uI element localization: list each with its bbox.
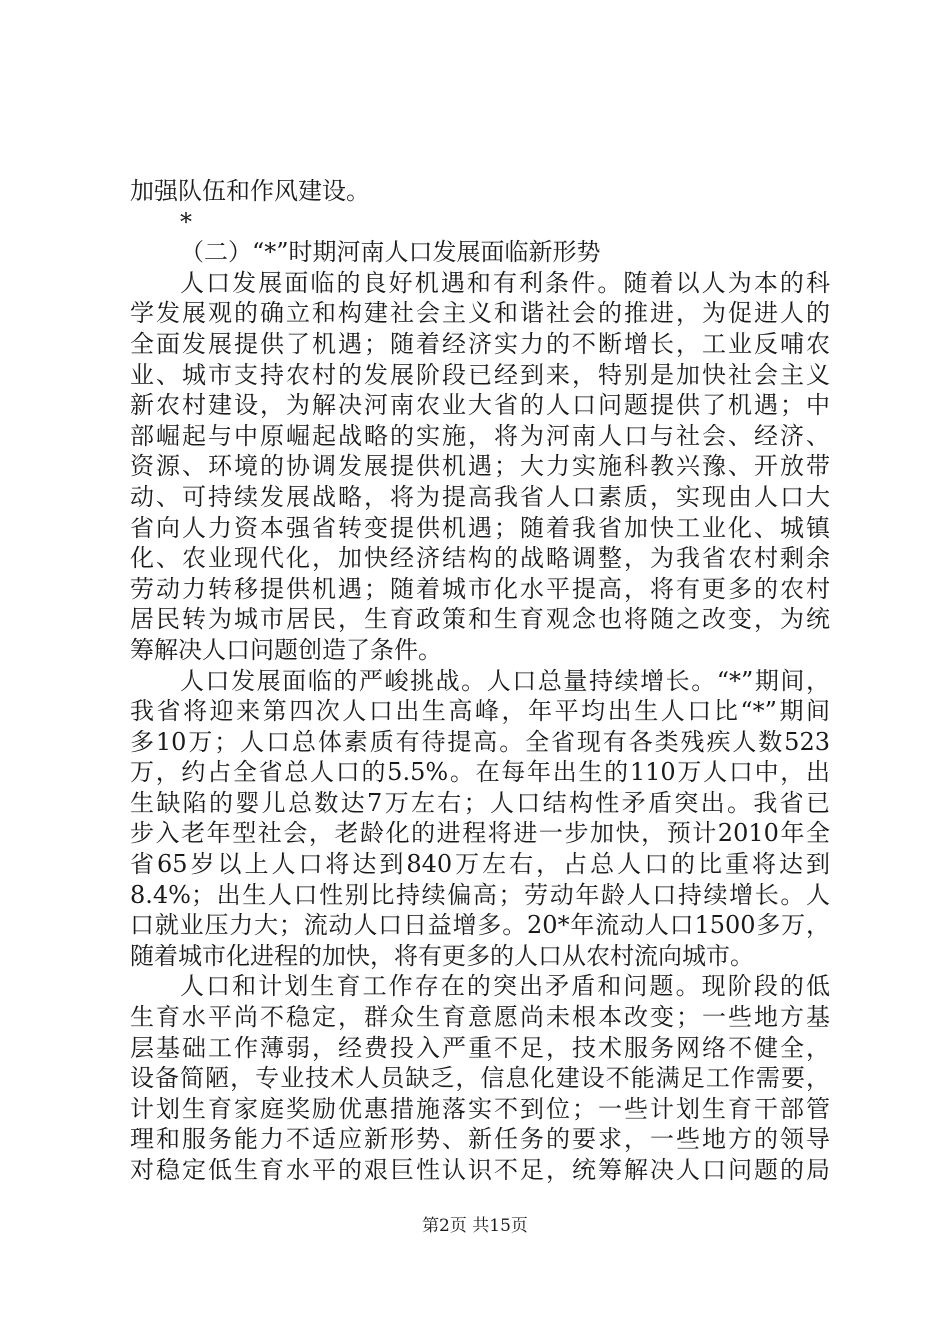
paragraph-line: 劳动力转移提供机遇；随着城市化水平提高，将有更多的农村 [130, 574, 830, 603]
paragraph-line: 动、可持续发展战略，将为提高我省人口素质，实现由人口大 [130, 482, 830, 511]
paragraph-line: 部崛起与中原崛起战略的实施，将为河南人口与社会、经济、 [130, 421, 830, 450]
paragraph-line: 人口和计划生育工作存在的突出矛盾和问题。现阶段的低 [180, 972, 830, 1001]
section-heading: （二）“*”时期河南人口发展面临新形势 [180, 238, 601, 267]
paragraph-line: 随着城市化进程的加快，将有更多的人口从农村流向城市。 [130, 941, 754, 970]
paragraph-line: 省65岁以上人口将达到840万左右，占总人口的比重将达到 [130, 850, 830, 879]
paragraph-line: 层基础工作薄弱，经费投入严重不足，技术服务网络不健全， [130, 1033, 830, 1062]
paragraph-line: 资源、环境的协调发展提供机遇；大力实施科教兴豫、开放带 [130, 452, 830, 481]
paragraph-line: 化、农业现代化，加快经济结构的战略调整，为我省农村剩余 [130, 544, 830, 573]
paragraph-line: 人口发展面临的严峻挑战。人口总量持续增长。“*”期间， [180, 666, 830, 695]
paragraph-line: 省向人力资本强省转变提供机遇；随着我省加快工业化、城镇 [130, 513, 830, 542]
paragraph-line: 生缺陷的婴儿总数达7万左右；人口结构性矛盾突出。我省已 [130, 788, 830, 817]
paragraph-line: 人口发展面临的良好机遇和有利条件。随着以人为本的科 [180, 268, 830, 297]
paragraph-line: 加强队伍和作风建设。 [130, 177, 370, 205]
paragraph-line: 万，约占全省总人口的5.5%。在每年出生的110万人口中，出 [130, 758, 830, 787]
paragraph-line: 8.4%；出生人口性别比持续偏高；劳动年龄人口持续增长。人 [130, 880, 830, 909]
paragraph-line: 生育水平尚不稳定，群众生育意愿尚未根本改变；一些地方基 [130, 1003, 830, 1032]
paragraph-line: 新农村建设，为解决河南农业大省的人口问题提供了机遇；中 [130, 391, 830, 420]
paragraph-line: 理和服务能力不适应新形势、新任务的要求，一些地方的领导 [130, 1125, 830, 1154]
paragraph-line: 设备简陋，专业技术人员缺乏，信息化建设不能满足工作需要， [130, 1064, 830, 1093]
paragraph-line: 步入老年型社会，老龄化的进程将进一步加快，预计2010年全 [130, 819, 830, 848]
paragraph-line: 我省将迎来第四次人口出生高峰，年平均出生人口比“*”期间 [130, 697, 830, 726]
paragraph-line: 全面发展提供了机遇；随着经济实力的不断增长，工业反哺农 [130, 329, 830, 358]
paragraph-line: 多10万；人口总体素质有待提高。全省现有各类残疾人数523 [130, 727, 830, 756]
section-marker: * [180, 207, 192, 236]
paragraph-line: 计划生育家庭奖励优惠措施落实不到位；一些计划生育干部管 [130, 1094, 830, 1123]
paragraph-line: 学发展观的确立和构建社会主义和谐社会的推进，为促进人的 [130, 299, 830, 328]
paragraph-line: 口就业压力大；流动人口日益增多。20*年流动人口1500多万， [130, 911, 830, 940]
paragraph-line: 对稳定低生育水平的艰巨性认识不足，统筹解决人口问题的局 [130, 1156, 830, 1184]
paragraph-line: 居民转为城市居民，生育政策和生育观念也将随之改变，为统 [130, 605, 830, 634]
paragraph-line: 业、城市支持农村的发展阶段已经到来，特别是加快社会主义 [130, 360, 830, 389]
document-body [130, 176, 830, 1186]
paragraph-line: 筹解决人口问题创造了条件。 [130, 635, 442, 664]
page-number-footer: 第2页 共15页 [422, 1216, 528, 1236]
